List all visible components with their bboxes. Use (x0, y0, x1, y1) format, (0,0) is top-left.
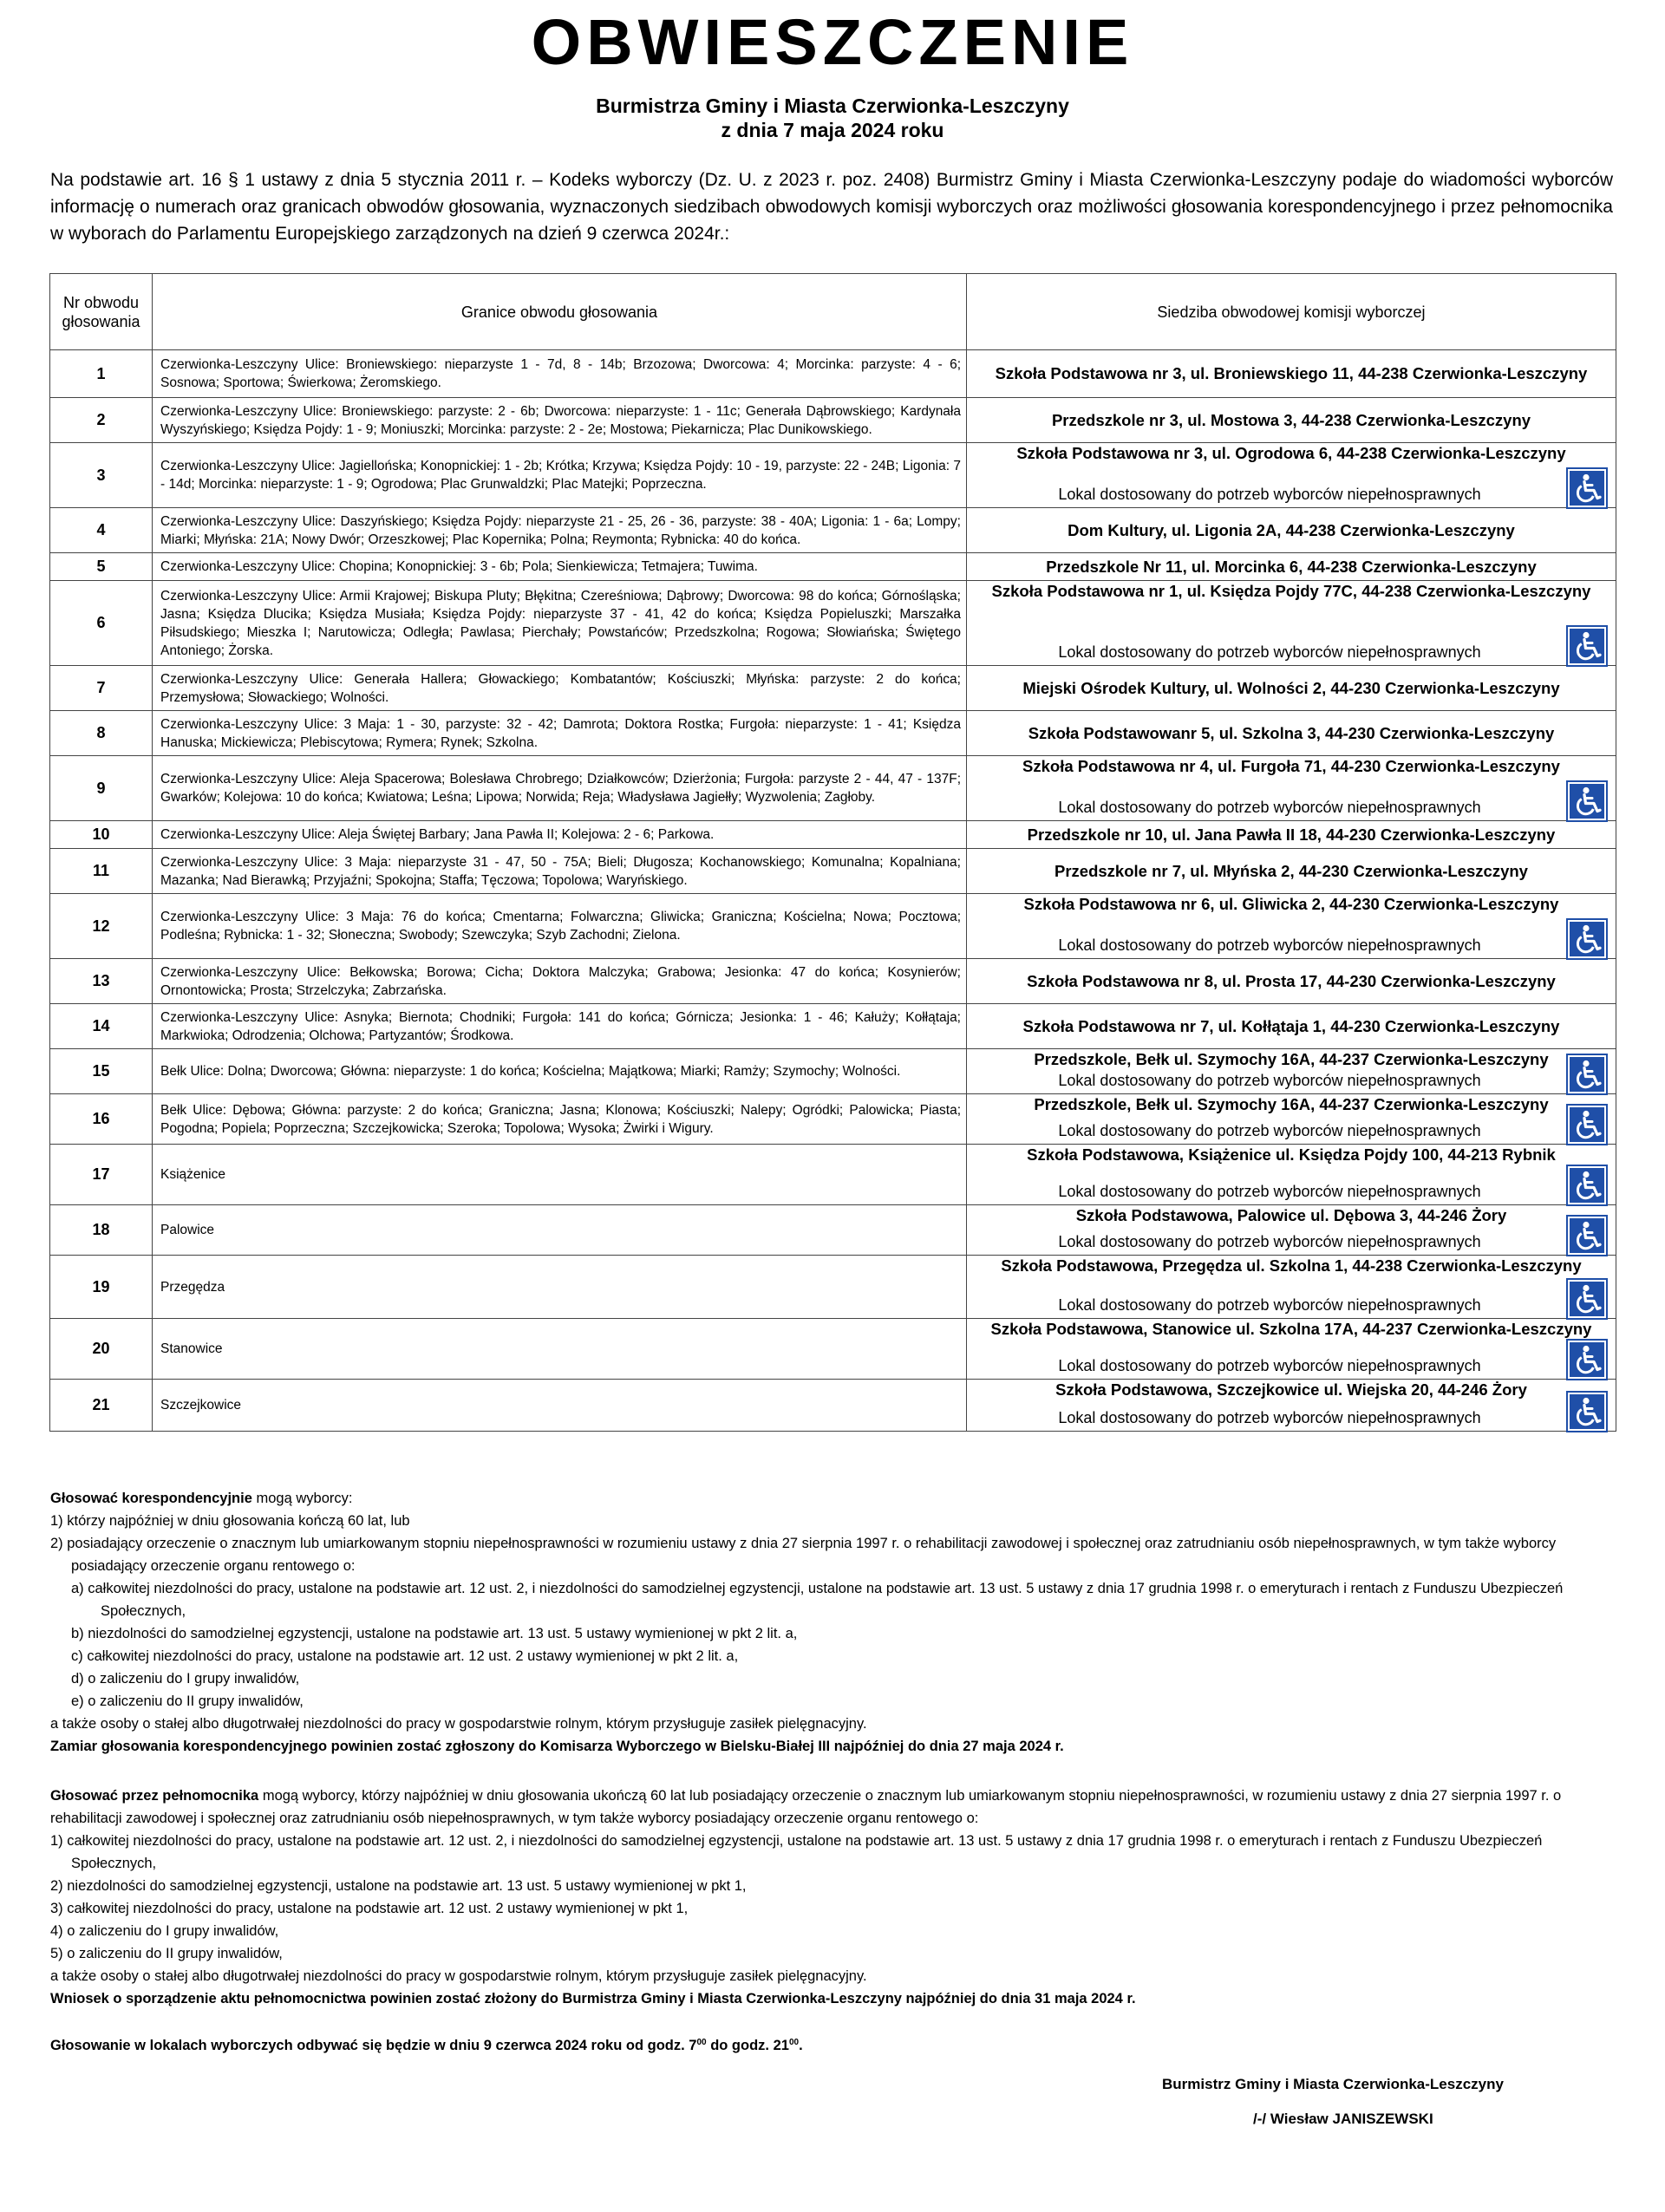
table-row (50, 581, 1616, 666)
siedziba-cell (967, 508, 1616, 553)
siedziba-name: Szkoła Podstawowa nr 7, ul. Kołłątaja 1, 44-230 Czerwionka-Leszczyny (1022, 1016, 1560, 1035)
table-row (50, 1319, 1616, 1380)
district-number: 3 (50, 443, 153, 508)
hours-to-sup: 00 (788, 2038, 800, 2047)
table-row (50, 894, 1616, 959)
voting-hours (50, 2034, 1620, 2057)
siedziba-name: Dom Kultury, ul. Ligonia 2A, 44-238 Czerwionka-Leszczyny (1068, 520, 1515, 539)
district-number: 18 (50, 1205, 153, 1256)
notice-title: OBWIESZCZENIE (531, 6, 1134, 78)
district-boundaries: Czerwionka-Leszczyny Ulice: Generała Hallera; Głowackiego; Kombatantów; Kościuszki; Młyńska: parzyste: 2 do końca; Przemysłowa; Słowackiego; Wolności. (153, 666, 967, 711)
siedziba-name: Szkoła Podstawowa nr 1, ul. Księdza Pojdy 77C, 44-238 Czerwionka-Leszczyny (991, 582, 1591, 600)
proxy-point-1: 1) całkowitej niezdolności do pracy, ustalone na podstawie art. 12 ust. 2, i niezdolności do samodzielnej egzystencji, ustalone na podstawie art. 13 ust. 5 ustawy z dnia 17 grudnia 1998 r. o emeryturach i rentach z Funduszu Ubezpieczeń Społecznych, (50, 1833, 1543, 1871)
wheelchair-icon (1566, 918, 1608, 960)
postal-voting-section (50, 1487, 1620, 1758)
district-number: 2 (50, 398, 153, 443)
table-row (50, 1004, 1616, 1049)
siedziba-name: Szkoła Podstawowa nr 3, ul. Ogrodowa 6, 44-238 Czerwionka-Leszczyny (1016, 444, 1566, 462)
siedziba-cell (967, 1205, 1616, 1256)
accessible-label: Lokal dostosowany do potrzeb wyborców niepełnosprawnych (1058, 1072, 1481, 1089)
siedziba-name: Szkoła Podstawowa, Szczejkowice ul. Wiejska 20, 44-246 Żory (1055, 1380, 1527, 1399)
siedziba-cell (967, 821, 1616, 849)
table-row (50, 350, 1616, 398)
district-number: 6 (50, 581, 153, 666)
table-header-row (50, 274, 1616, 350)
wheelchair-icon (1566, 1104, 1608, 1145)
district-number: 12 (50, 894, 153, 959)
proxy-also: a także osoby o stałej albo długotrwałej niezdolności do pracy w gospodarstwie rolnym, którym przysługuje zasiłek pielęgnacyjny. (50, 1968, 867, 1984)
siedziba-cell (967, 1380, 1616, 1432)
table-row (50, 1049, 1616, 1094)
accessible-label: Lokal dostosowany do potrzeb wyborców niepełnosprawnych (1058, 1409, 1481, 1426)
accessible-label: Lokal dostosowany do potrzeb wyborców niepełnosprawnych (1058, 1183, 1481, 1200)
proxy-deadline: Wniosek o sporządzenie aktu pełnomocnictwa powinien zostać złożony do Burmistrza Gminy i Miasta Czerwionka-Leszczyny najpóźniej do dnia 31 maja 2024 r. (50, 1991, 1136, 2006)
voting-hours-mid: do godz. 21 (706, 2038, 789, 2053)
col-header-nr: Nr obwodu głosowania (50, 274, 153, 350)
postal-lead-bold: Głosować korespondencyjnie (50, 1491, 252, 1506)
district-boundaries: Czerwionka-Leszczyny Ulice: Armii Krajowej; Biskupa Pluty; Błękitna; Czereśniowa; Dąbrowy; Dworcowa: 98 do końca; Górnośląska; Jasna; Księdza Dlucika; Księdza Musiała; Księdza Pojdy: nieparzyste 37 - 41, 42 do końca; Księdza Popieluszki; Marszałka Piłsudskiego; Mieszka I; Narutowicza; Odległa; Pawlasa; Pierchały; Powstańców; Przedszkolna; Rogowa; Słowiańska; Świętego Antoniego; Żorska. (153, 581, 967, 666)
accessible-label: Lokal dostosowany do potrzeb wyborców niepełnosprawnych (1058, 1122, 1481, 1139)
voting-hours-text: Głosowanie w lokalach wyborczych odbywać się będzie w dniu 9 czerwca 2024 roku od godz. 7 (50, 2038, 697, 2053)
accessible-label: Lokal dostosowany do potrzeb wyborców niepełnosprawnych (1058, 936, 1481, 954)
postal-lead (50, 1487, 1620, 1510)
postal-point-2b: b) niezdolności do samodzielnej egzystencji, ustalone na podstawie art. 13 ust. 5 ustawy wymienionej w pkt 2 lit. a, (71, 1626, 798, 1641)
district-number: 19 (50, 1256, 153, 1319)
proxy-point-3: 3) całkowitej niezdolności do pracy, ustalone na podstawie art. 12 ust. 2 ustawy wymienionej w pkt 1, (50, 1901, 689, 1916)
proxy-point-4: 4) o zaliczeniu do I grupy inwalidów, (50, 1923, 279, 1939)
siedziba-cell (967, 398, 1616, 443)
district-boundaries: Czerwionka-Leszczyny Ulice: Broniewskiego: parzyste: 2 - 6b; Dworcowa: nieparzyste: 1 - 11c; Generała Dąbrowskiego; Kardynała Wyszyńskiego; Księdza Pojdy: 1 - 9; Moniuszki; Morcinka: parzyste: 2 - 2e; Mostowa; Piekarnicza; Plac Dunikowskiego. (153, 398, 967, 443)
wheelchair-icon (1566, 780, 1608, 822)
siedziba-name: Przedszkole Nr 11, ul. Morcinka 6, 44-238 Czerwionka-Leszczyny (1046, 557, 1537, 576)
notice-issuer: Burmistrza Gminy i Miasta Czerwionka-Leszczyny (596, 95, 1069, 117)
siedziba-cell (967, 1145, 1616, 1205)
hours-from-sup: 00 (696, 2038, 707, 2047)
district-boundaries: Czerwionka-Leszczyny Ulice: Jagiellońska; Konopnickiej: 1 - 2b; Krótka; Krzywa; Księdza Pojdy: 10 - 19, parzyste: 22 - 24B; Ligonia: 7 - 14d; Morcinka: nieparzyste: 1 - 9; Ogrodowa; Plac Grunwaldzki; Plac Matejki; Poprzeczna. (153, 443, 967, 508)
district-number: 9 (50, 756, 153, 821)
postal-point-2c: c) całkowitej niezdolności do pracy, ustalone na podstawie art. 12 ust. 2 ustawy wymienionej w pkt 2 lit. a, (71, 1648, 739, 1664)
wheelchair-icon (1566, 1054, 1608, 1095)
wheelchair-icon (1566, 1391, 1608, 1432)
district-boundaries: Bełk Ulice: Dębowa; Główna: parzyste: 2 do końca; Graniczna; Jasna; Klonowa; Kościuszki; Nalepy; Ogródki; Palowicka; Piasta; Pogodna; Popiela; Poprzeczna; Szczejkowicka; Szeroka; Topolowa; Wysoka; Żwirki i Wigury. (153, 1094, 967, 1145)
district-boundaries: Palowice (153, 1205, 967, 1256)
district-boundaries: Czerwionka-Leszczyny Ulice: 3 Maja: 1 - 30, parzyste: 32 - 42; Damrota; Doktora Rostka; Furgoła: nieparzyste: 1 - 41; Księdza Hanuska; Mickiewicza; Plebiscytowa; Rymera; Rynek; Szkolna. (153, 711, 967, 756)
wheelchair-icon (1566, 625, 1608, 667)
siedziba-name: Szkoła Podstawowa nr 6, ul. Gliwicka 2, 44-230 Czerwionka-Leszczyny (1023, 895, 1559, 913)
district-boundaries: Przegędza (153, 1256, 967, 1319)
district-number: 15 (50, 1049, 153, 1094)
district-boundaries: Czerwionka-Leszczyny Ulice: 3 Maja: 76 do końca; Cmentarna; Folwarczna; Gliwicka; Graniczna; Kościelna; Nowa; Pocztowa; Podleśna; Rybnicka: 1 - 32; Słoneczna; Swobody; Szewczyka; Szyb Zachodni; Zielona. (153, 894, 967, 959)
district-number: 4 (50, 508, 153, 553)
wheelchair-icon (1566, 467, 1608, 509)
siedziba-name: Szkoła Podstawowa nr 3, ul. Broniewskiego 11, 44-238 Czerwionka-Leszczyny (995, 364, 1588, 382)
siedziba-cell (967, 581, 1616, 666)
table-row (50, 1256, 1616, 1319)
siedziba-cell (967, 666, 1616, 711)
siedziba-cell (967, 1004, 1616, 1049)
siedziba-cell (967, 350, 1616, 398)
signature-title: Burmistrz Gminy i Miasta Czerwionka-Leszczyny (1162, 2076, 1504, 2092)
postal-deadline: Zamiar głosowania korespondencyjnego powinien zostać zgłoszony do Komisarza Wyborczego w Bielsku-Białej III najpóźniej do dnia 27 maja 2024 r. (50, 1739, 1064, 1754)
postal-point-2e: e) o zaliczeniu do II grupy inwalidów, (71, 1693, 304, 1709)
siedziba-cell (967, 443, 1616, 508)
siedziba-cell (967, 894, 1616, 959)
notice-date: z dnia 7 maja 2024 roku (721, 119, 944, 141)
district-number: 16 (50, 1094, 153, 1145)
postal-point-1: 1) którzy najpóźniej w dniu głosowania kończą 60 lat, lub (50, 1513, 410, 1529)
district-number: 17 (50, 1145, 153, 1205)
postal-also: a także osoby o stałej albo długotrwałej niezdolności do pracy w gospodarstwie rolnym, którym przysługuje zasiłek pielęgnacyjny. (50, 1716, 867, 1732)
table-row (50, 756, 1616, 821)
district-boundaries: Czerwionka-Leszczyny Ulice: Aleja Świętej Barbary; Jana Pawła II; Kolejowa: 2 - 6; Parkowa. (153, 821, 967, 849)
siedziba-name: Przedszkole, Bełk ul. Szymochy 16A, 44-237 Czerwionka-Leszczyny (1034, 1095, 1549, 1113)
wheelchair-icon (1566, 1339, 1608, 1380)
district-number: 11 (50, 849, 153, 894)
table-row (50, 849, 1616, 894)
district-number: 20 (50, 1319, 153, 1380)
accessible-label: Lokal dostosowany do potrzeb wyborców niepełnosprawnych (1058, 1233, 1481, 1250)
siedziba-cell (967, 849, 1616, 894)
proxy-point-2: 2) niezdolności do samodzielnej egzystencji, ustalone na podstawie art. 13 ust. 5 ustawy wymienionej w pkt 1, (50, 1878, 747, 1894)
district-boundaries: Czerwionka-Leszczyny Ulice: Bełkowska; Borowa; Cicha; Doktora Malczyka; Grabowa; Jesionka: 47 do końca; Kosynierów; Ornontowicka; Prosta; Strzelczyka; Zabrzańska. (153, 959, 967, 1004)
postal-point-2: 2) posiadający orzeczenie o znacznym lub umiarkowanym stopniu niepełnosprawności w rozumieniu ustawy z dnia 27 sierpnia 1997 r. o rehabilitacji zawodowej i społecznej oraz zatrudnianiu osób niepełnosprawnych, w tym także wyborcy posiadający orzeczenie organu rentowego o: (50, 1536, 1557, 1574)
voting-hours-end: . (799, 2038, 803, 2053)
signature-name: /-/ Wiesław JANISZEWSKI (1253, 2111, 1433, 2127)
district-boundaries: Czerwionka-Leszczyny Ulice: Aleja Spacerowa; Bolesława Chrobrego; Działkowców; Dzierżonia; Furgoła: parzyste 2 - 44, 47 - 137F; Gwarków; Kolejowa: 10 do końca; Kwiatowa; Leśna; Lipowa; Norwida; Reja; Władysława Jagiełły; Wyzwolenia; Zagłoby. (153, 756, 967, 821)
siedziba-name: Szkoła Podstawowa, Książenice ul. Księdza Pojdy 100, 44-213 Rybnik (1027, 1145, 1556, 1164)
siedziba-name: Przedszkole nr 3, ul. Mostowa 3, 44-238 Czerwionka-Leszczyny (1051, 410, 1531, 429)
accessible-label: Lokal dostosowany do potrzeb wyborców niepełnosprawnych (1058, 486, 1481, 503)
siedziba-name: Szkoła Podstawowa nr 4, ul. Furgoła 71, 44-230 Czerwionka-Leszczyny (1022, 757, 1560, 775)
table-row (50, 443, 1616, 508)
district-number: 21 (50, 1380, 153, 1432)
postal-point-2d: d) o zaliczeniu do I grupy inwalidów, (71, 1671, 300, 1687)
accessible-label: Lokal dostosowany do potrzeb wyborców niepełnosprawnych (1058, 1296, 1481, 1314)
siedziba-cell (967, 1319, 1616, 1380)
district-boundaries: Czerwionka-Leszczyny Ulice: Daszyńskiego; Księdza Pojdy: nieparzyste 21 - 25, 26 - 36, parzyste: 38 - 40A; Ligonia: 1 - 6a; Lompy; Miarki; Młyńska: 21A; Nowy Dwór; Orzeszkowej; Plac Kopernika; Polna; Reymonta; Rybnicka: 40 do końca. (153, 508, 967, 553)
district-number: 7 (50, 666, 153, 711)
table-row (50, 959, 1616, 1004)
district-boundaries: Bełk Ulice: Dolna; Dworcowa; Główna: nieparzyste: 1 do końca; Kościelna; Majątkowa; Miarki; Ramży; Szymochy; Wolności. (153, 1049, 967, 1094)
col-header-granice: Granice obwodu głosowania (153, 274, 967, 350)
siedziba-cell (967, 756, 1616, 821)
postal-lead-rest: mogą wyborcy: (251, 1491, 353, 1506)
district-boundaries: Czerwionka-Leszczyny Ulice: Asnyka; Biernota; Chodniki; Furgoła: 141 do końca; Górnicza; Jesionka: 1 - 46; Kałuży; Kołłątaja; Markwioka; Odrodzenia; Olchowa; Partyzantów; Środkowa. (153, 1004, 967, 1049)
wheelchair-icon (1566, 1215, 1608, 1256)
col-header-siedziba: Siedziba obwodowej komisji wyborczej (967, 274, 1616, 350)
district-boundaries: Czerwionka-Leszczyny Ulice: 3 Maja: nieparzyste 31 - 47, 50 - 75A; Bieli; Długosza; Kochanowskiego; Komunalna; Kopalniana; Mazanka; Nad Bierawką; Przyjaźni; Spokojna; Staffa; Tęczowa; Topolowa; Waryńskiego. (153, 849, 967, 894)
siedziba-name: Przedszkole, Bełk ul. Szymochy 16A, 44-237 Czerwionka-Leszczyny (1034, 1050, 1549, 1068)
table-row (50, 666, 1616, 711)
district-number: 13 (50, 959, 153, 1004)
district-boundaries: Czerwionka-Leszczyny Ulice: Broniewskiego: nieparzyste 1 - 7d, 8 - 14b; Brzozowa; Dworcowa: 4; Morcinka: parzyste: 4 - 6; Sosnowa; Sportowa; Świerkowa; Żeromskiego. (153, 350, 967, 398)
table-row (50, 553, 1616, 581)
siedziba-name: Szkoła Podstawowanr 5, ul. Szkolna 3, 44-230 Czerwionka-Leszczyny (1028, 723, 1555, 742)
siedziba-cell (967, 1049, 1616, 1094)
proxy-lead-bold: Głosować przez pełnomocnika (50, 1788, 259, 1804)
table-row (50, 508, 1616, 553)
district-number: 1 (50, 350, 153, 398)
siedziba-cell (967, 1094, 1616, 1145)
table-body (50, 350, 1616, 1432)
district-boundaries: Szczejkowice (153, 1380, 967, 1432)
siedziba-name: Przedszkole nr 10, ul. Jana Pawła II 18, 44-230 Czerwionka-Leszczyny (1027, 825, 1556, 844)
district-boundaries: Stanowice (153, 1319, 967, 1380)
table-row (50, 1145, 1616, 1205)
siedziba-name: Szkoła Podstawowa, Przegędza ul. Szkolna 1, 44-238 Czerwionka-Leszczyny (1001, 1256, 1582, 1275)
accessible-label: Lokal dostosowany do potrzeb wyborców niepełnosprawnych (1058, 1357, 1481, 1374)
intro-paragraph: Na podstawie art. 16 § 1 ustawy z dnia 5 stycznia 2011 r. – Kodeks wyborczy (Dz. U. z 2023 r. poz. 2408) Burmistrz Gminy i Miasta Czerwionka-Leszczyny podaje do wiadomości wyborców informację o numerach oraz granicach obwodów głosowania, wyznaczonych siedzibach obwodowych komisji wyborczych oraz możliwości głosowania korespondencyjnego i przez pełnomocnika w wyborach do Parlamentu Europejskiego zarządzonych na dzień 9 czerwca 2024r.: (50, 170, 1613, 244)
siedziba-cell (967, 553, 1616, 581)
proxy-voting-section (50, 1785, 1620, 2010)
table-row (50, 398, 1616, 443)
table-row (50, 711, 1616, 756)
district-number: 10 (50, 821, 153, 849)
districts-table (49, 273, 1616, 1432)
siedziba-name: Przedszkole nr 7, ul. Młyńska 2, 44-230 Czerwionka-Leszczyny (1054, 861, 1528, 880)
proxy-lead-rest: mogą wyborcy, którzy najpóźniej w dniu głosowania ukończą 60 lat lub posiadający orzeczenie o znacznym lub umiarkowanym stopniu niepełnosprawności, w rozumieniu ustawy z dnia 27 sierpnia 1997 r. o rehabilitacji zawodowej i społecznej oraz zatrudnianiu osób niepełnosprawnych, w tym także wyborcy posiadający orzeczenie organu rentowego o: (50, 1788, 1562, 1826)
table-row (50, 1094, 1616, 1145)
table-row (50, 1205, 1616, 1256)
district-number: 14 (50, 1004, 153, 1049)
wheelchair-icon (1566, 1165, 1608, 1206)
proxy-lead (50, 1785, 1620, 1830)
wheelchair-icon (1566, 1278, 1608, 1320)
proxy-point-5: 5) o zaliczeniu do II grupy inwalidów, (50, 1946, 283, 1961)
siedziba-cell (967, 1256, 1616, 1319)
siedziba-name: Miejski Ośrodek Kultury, ul. Wolności 2, 44-230 Czerwionka-Leszczyny (1022, 678, 1560, 697)
table-row (50, 1380, 1616, 1432)
siedziba-cell (967, 959, 1616, 1004)
district-boundaries: Książenice (153, 1145, 967, 1205)
siedziba-name: Szkoła Podstawowa nr 8, ul. Prosta 17, 44-230 Czerwionka-Leszczyny (1027, 971, 1556, 990)
postal-point-2a: a) całkowitej niezdolności do pracy, ustalone na podstawie art. 12 ust. 2, i niezdolności do samodzielnej egzystencji, ustalone na podstawie art. 13 ust. 5 ustawy z dnia 17 grudnia 1998 r. o emeryturach i rentach z Funduszu Ubezpieczeń Społecznych, (71, 1581, 1564, 1619)
siedziba-cell (967, 711, 1616, 756)
accessible-label: Lokal dostosowany do potrzeb wyborców niepełnosprawnych (1058, 799, 1481, 816)
table-row (50, 821, 1616, 849)
district-number: 8 (50, 711, 153, 756)
siedziba-name: Szkoła Podstawowa, Palowice ul. Dębowa 3, 44-246 Żory (1075, 1206, 1507, 1224)
district-boundaries: Czerwionka-Leszczyny Ulice: Chopina; Konopnickiej: 3 - 6b; Pola; Sienkiewicza; Tetmajera; Tuwima. (153, 553, 967, 581)
accessible-label: Lokal dostosowany do potrzeb wyborców niepełnosprawnych (1058, 643, 1481, 661)
district-number: 5 (50, 553, 153, 581)
siedziba-name: Szkoła Podstawowa, Stanowice ul. Szkolna 17A, 44-237 Czerwionka-Leszczyny (990, 1320, 1592, 1338)
